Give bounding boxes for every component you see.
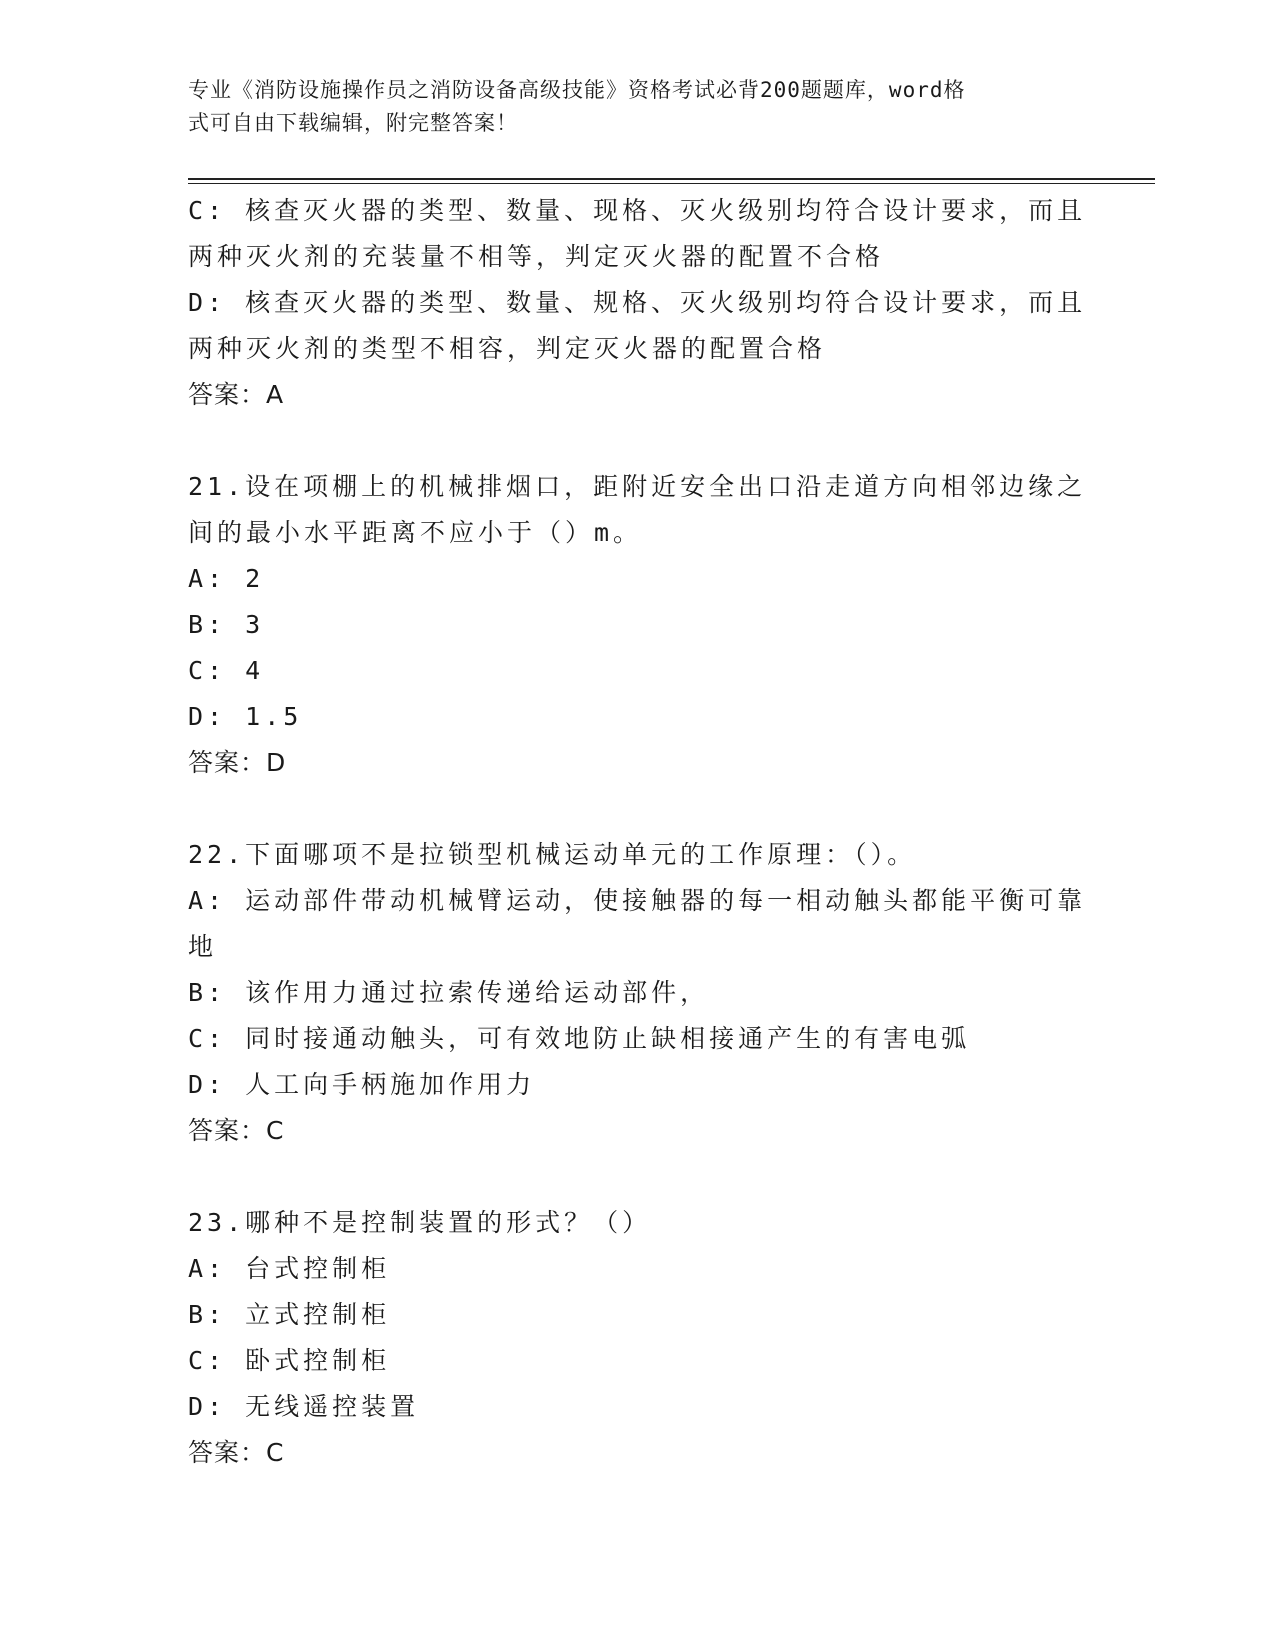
option-c: C: 同时接通动触头，可有效地防止缺相接通产生的有害电弧 — [188, 1024, 971, 1053]
question-20-continued — [188, 188, 1087, 418]
header-divider-thick — [188, 178, 1155, 180]
option-c-continued: 两种灭火剂的充装量不相等，判定灭火器的配置不合格 — [188, 242, 885, 271]
option-c: C: 核查灭火器的类型、数量、现格、灭火级别均符合设计要求，而且 — [188, 196, 1087, 225]
option-d-continued: 两种灭火剂的类型不相容，判定灭火器的配置合格 — [188, 334, 827, 363]
page-header — [188, 74, 1068, 140]
answer: 答案：D — [188, 748, 287, 777]
spacer — [188, 786, 1078, 832]
question-stem: 23.哪种不是控制装置的形式？（） — [188, 1208, 652, 1237]
question-21 — [188, 464, 1087, 786]
document-body — [188, 188, 1087, 1476]
question-stem: 21.设在项棚上的机械排烟口，距附近安全出口沿走道方向相邻边缘之 — [188, 472, 1087, 501]
option-b: B: 该作用力通过拉索传递给运动部件， — [188, 978, 710, 1007]
option-c: C: 卧式控制柜 — [188, 1346, 391, 1375]
question-22 — [188, 832, 1087, 1154]
question-23 — [188, 1200, 1078, 1476]
option-a: A: 运动部件带动机械臂运动，使接触器的每一相动触头都能平衡可靠 — [188, 886, 1087, 915]
option-d: D: 人工向手柄施加作用力 — [188, 1070, 536, 1099]
option-d: D: 1.5 — [188, 702, 303, 731]
answer: 答案：A — [188, 380, 285, 409]
answer: 答案：C — [188, 1438, 285, 1467]
header-line-2: 式可自由下载编辑，附完整答案！ — [188, 111, 518, 135]
spacer — [188, 418, 1078, 464]
option-d: D: 无线遥控装置 — [188, 1392, 420, 1421]
header-divider-thin — [188, 183, 1155, 184]
option-b: B: 立式控制柜 — [188, 1300, 391, 1329]
header-line-1: 专业《消防设施操作员之消防设备高级技能》资格考试必背200题题库，word格 — [188, 78, 966, 102]
option-a: A: 台式控制柜 — [188, 1254, 391, 1283]
option-b: B: 3 — [188, 610, 265, 639]
answer: 答案：C — [188, 1116, 285, 1145]
option-d: D: 核查灭火器的类型、数量、规格、灭火级别均符合设计要求，而且 — [188, 288, 1087, 317]
spacer — [188, 1154, 1078, 1200]
option-a-continued: 地 — [188, 932, 218, 961]
option-c: C: 4 — [188, 656, 265, 685]
question-stem: 22.下面哪项不是拉锁型机械运动单元的工作原理：（）。 — [188, 840, 917, 869]
option-a: A: 2 — [188, 564, 265, 593]
question-stem-continued: 间的最小水平距离不应小于（）m。 — [188, 518, 643, 547]
